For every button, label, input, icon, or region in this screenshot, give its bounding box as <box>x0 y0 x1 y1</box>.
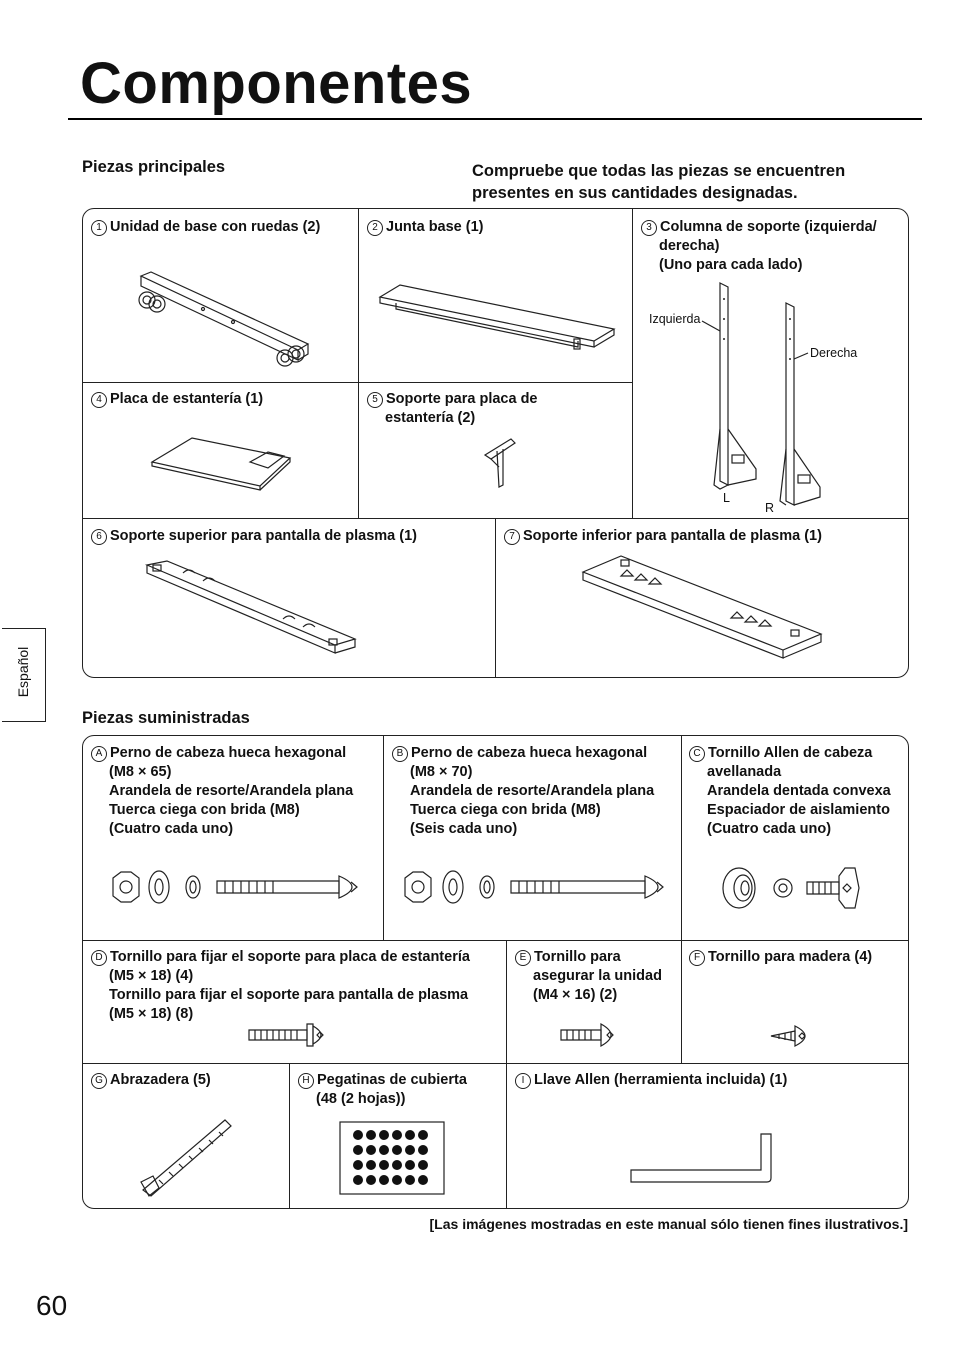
divider <box>506 940 507 1209</box>
part-f-label: F Tornillo para madera (4) <box>689 948 872 967</box>
part-7-label: 7 Soporte inferior para pantalla de plasma (1) <box>504 527 822 546</box>
divider <box>83 1063 909 1064</box>
part-g-label: G Abrazadera (5) <box>91 1071 211 1090</box>
shelf-plate-support-drawing <box>481 437 521 492</box>
language-tab-label: Español <box>15 646 31 698</box>
part-3-label: 3 Columna de soporte (izquierda/ derecha) (Uno para cada lado) <box>641 218 877 275</box>
page-title: Componentes <box>80 51 473 116</box>
bolt-set-b-drawing <box>401 870 671 910</box>
part-a-label: A Perno de cabeza hueca hexagonal (M8 × 65) Arandela de resorte/Arandela plana Tuerca ciega con brida (M8) (Cuatro cada uno) <box>91 744 353 839</box>
check-note: Compruebe que todas las piezas se encuentren presentes en sus cantidades designadas. <box>472 162 846 202</box>
screw-d-drawing <box>247 1020 337 1050</box>
part-b-label: B Perno de cabeza hueca hexagonal (M8 × 70) Arandela de resorte/Arandela plana Tuerca ciega con brida (M8) (Seis cada uno) <box>392 744 654 839</box>
column-right-caption: Derecha <box>810 346 858 360</box>
disclaimer: [Las imágenes mostradas en este manual sólo tienen fines ilustrativos.] <box>429 1216 908 1232</box>
divider <box>358 209 359 519</box>
lower-plasma-bracket-drawing <box>581 554 826 664</box>
shelf-plate-drawing <box>148 434 298 494</box>
part-e-label: E Tornillo para asegurar la unidad (M4 × 16) (2) <box>515 948 662 1005</box>
main-parts-heading: Piezas principales <box>82 158 226 176</box>
divider <box>495 518 496 678</box>
title-rule <box>68 118 922 120</box>
bolt-set-a-drawing <box>109 870 369 910</box>
divider <box>681 736 682 1064</box>
part-h-label: H Pegatinas de cubierta (48 (2 hojas)) <box>298 1071 467 1109</box>
supplied-parts-heading: Piezas suministradas <box>82 709 250 727</box>
allen-screw-set-drawing <box>719 864 869 912</box>
page-number: 60 <box>36 1290 68 1321</box>
part-5-label: 5 Soporte para placa de estantería (2) <box>367 390 538 428</box>
divider <box>289 1063 290 1209</box>
part-d-label: D Tornillo para fijar el soporte para placa de estantería (M5 × 18) (4) Tornillo para fijar el soporte para pantalla de plasma (M5 × 18) (8) <box>91 948 470 1024</box>
part-1-label: 1 Unidad de base con ruedas (2) <box>91 218 320 237</box>
base-unit-casters-drawing <box>133 264 323 369</box>
divider <box>83 518 909 519</box>
allen-key-drawing <box>629 1132 779 1184</box>
wood-screw-drawing <box>769 1022 819 1050</box>
divider <box>83 940 909 941</box>
part-i-label: I Llave Allen (herramienta incluida) (1) <box>515 1071 787 1090</box>
part-2-label: 2 Junta base (1) <box>367 218 484 237</box>
cable-clamp-drawing <box>139 1118 239 1200</box>
column-left-mark: L <box>723 491 730 505</box>
divider <box>632 209 633 519</box>
part-6-label: 6 Soporte superior para pantalla de plasma (1) <box>91 527 417 546</box>
upper-plasma-bracket-drawing <box>143 559 363 659</box>
part-c-label: C Tornillo Allen de cabeza avellanada Arandela dentada convexa Espaciador de aislamiento (Cuatro cada uno) <box>689 744 891 839</box>
divider <box>83 382 632 383</box>
main-parts-table <box>82 208 909 678</box>
base-joint-drawing <box>378 281 618 356</box>
screw-e-drawing <box>559 1020 629 1050</box>
part-4-label: 4 Placa de estantería (1) <box>91 390 263 409</box>
divider <box>383 736 384 941</box>
column-left-caption: Izquierda <box>649 312 701 326</box>
support-columns-drawing <box>708 279 828 509</box>
cover-stickers-drawing <box>339 1121 445 1195</box>
column-right-mark: R <box>765 501 775 515</box>
supplied-parts-table <box>82 735 909 1209</box>
